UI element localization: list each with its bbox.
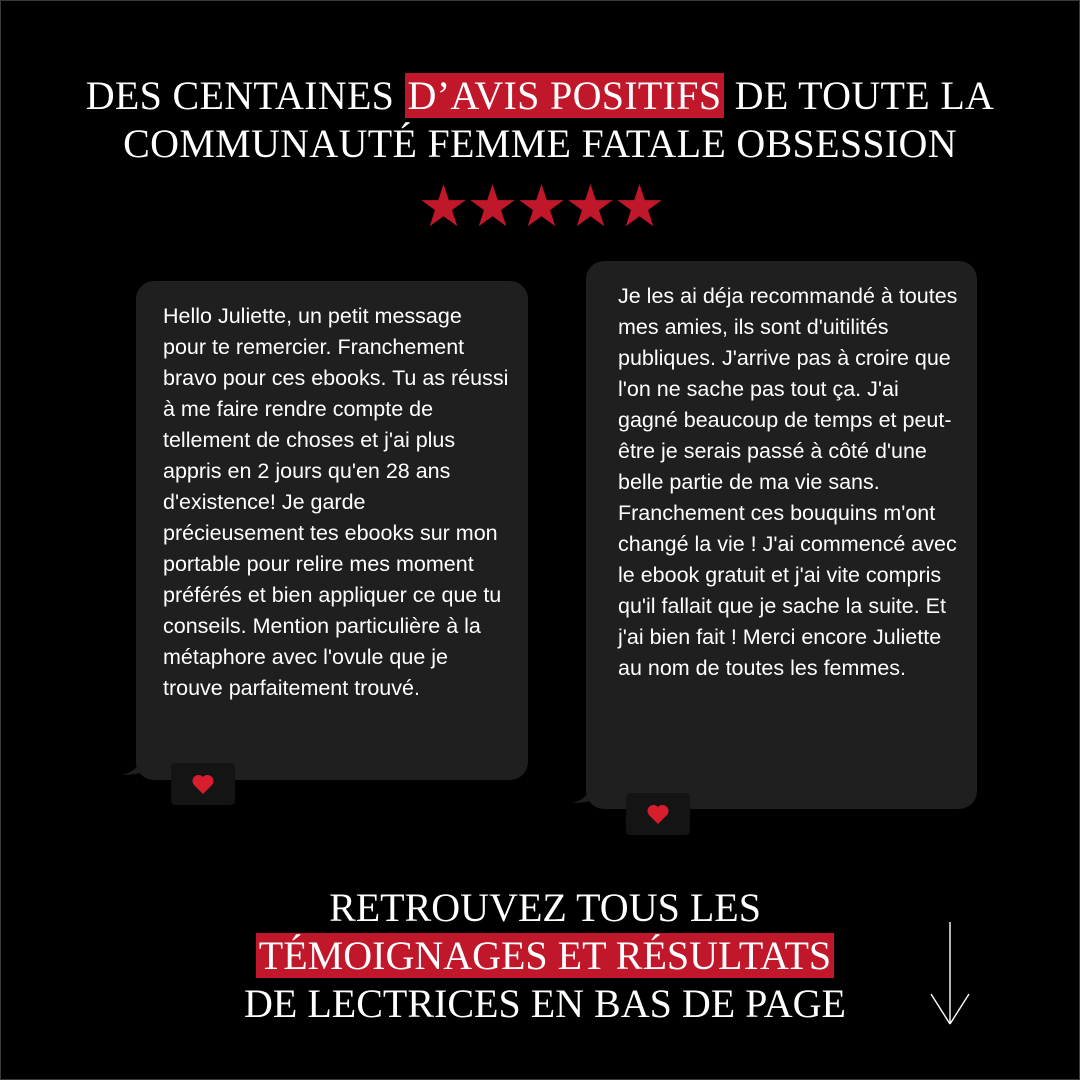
headline-line-2: COMMUNAUTÉ FEMME FATALE OBSESSION [123,121,957,166]
arrow-down-icon[interactable] [920,922,980,1026]
headline-line-1 [0,72,1080,120]
review-text: Hello Juliette, un petit message pour te remercier. Franchement bravo pour ces ebooks. Tu as réussi à me faire rendre compte de tellement de choses et j'ai plus appris en 2 jours qu'en 28 ans d'existence! Je garde précieusement tes ebooks sur mon portable pour relire mes moment préférés et bien appliquer ce que tu conseils. Mention particulière à la métaphore avec l'ovule que je trouve parfaitement trouvé. [163,304,509,700]
review-bubble [586,261,977,809]
footer-line-1: RETROUVEZ TOUS LES [329,885,761,930]
reaction-badge[interactable] [626,793,690,835]
footer-line-3: DE LECTRICES EN BAS DE PAGE [244,981,846,1026]
footer-line-2 [0,932,1080,980]
headline-text: DES CENTAINES [85,73,405,118]
heart-icon [646,803,670,825]
call-to-action [0,884,1080,1028]
review-bubble [136,281,528,780]
footer-highlight: TÉMOIGNAGES ET RÉSULTATS [256,933,834,978]
review-text: Je les ai déja recommandé à toutes mes amies, ils sont d'uitilités publiques. J'arrive pas à croire que l'on ne sache pas tout ça. J'ai gagné beaucoup de temps et peut-être je serais passé à côté d'une belle partie de ma vie sans. Franchement ces bouquins m'ont changé la vie ! J'ai commencé avec le ebook gratuit et j'ai vite compris qu'il fallait que je sache la suite. Et j'ai bien fait ! Merci encore Juliette au nom de toutes les femmes. [618,284,958,680]
headline-highlight: D’AVIS POSITIFS [405,73,725,118]
headline-text: DE TOUTE LA [724,73,995,118]
reaction-badge[interactable] [171,763,235,805]
heart-icon [191,773,215,795]
star-rating: ★★★★★ [417,174,663,239]
page-title [0,72,1080,168]
